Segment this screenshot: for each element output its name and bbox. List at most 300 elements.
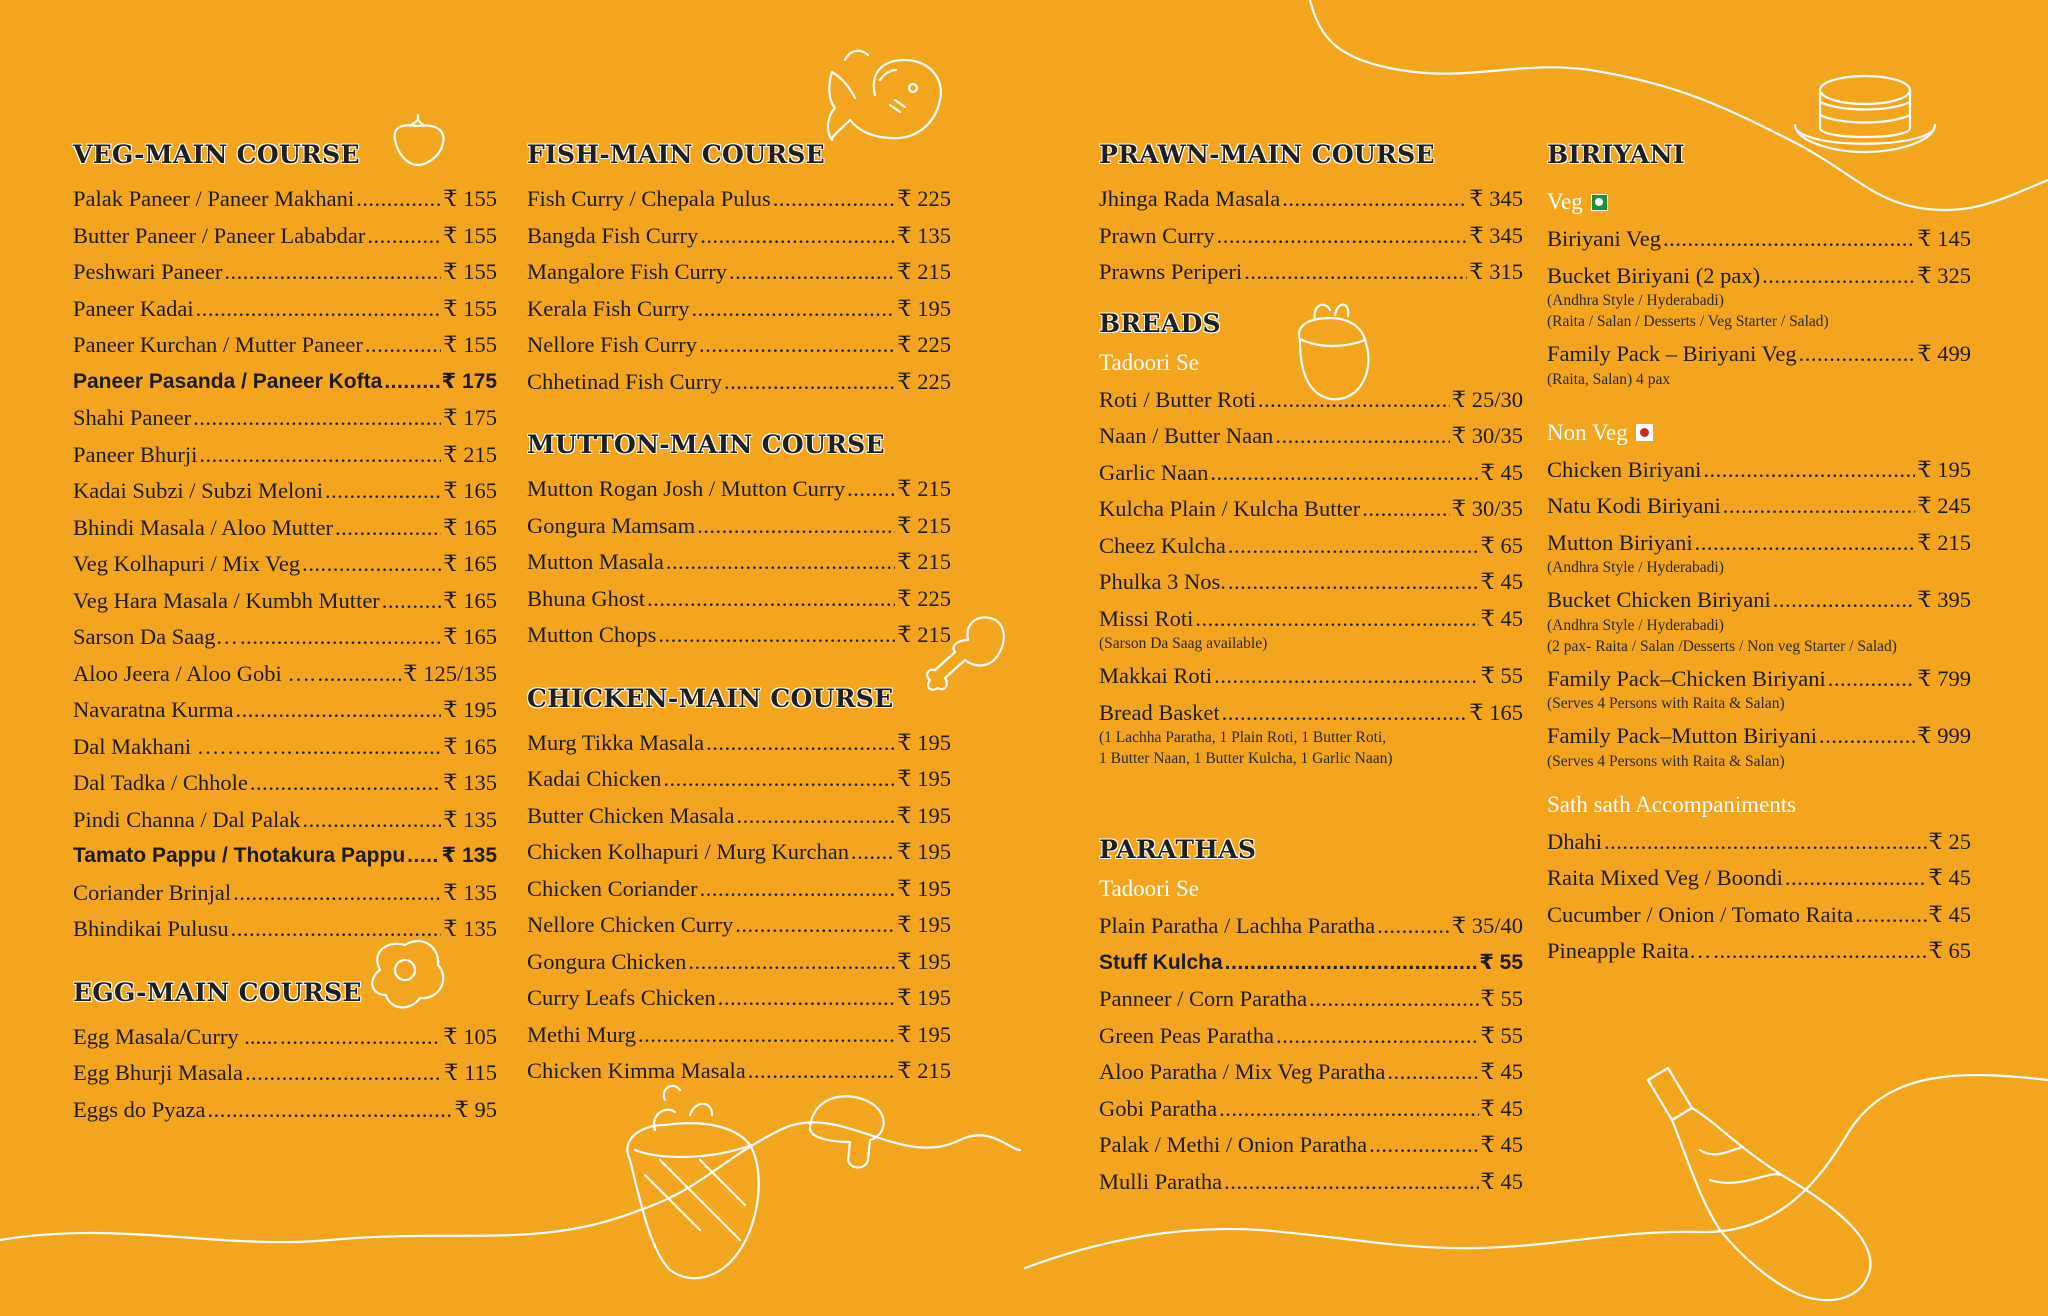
item-price: ₹ 45 xyxy=(1480,569,1523,594)
menu-item xyxy=(1547,336,1971,373)
dot-leader xyxy=(1309,981,1478,1018)
item-note: (Sarson Da Saag available) xyxy=(1099,635,1268,652)
veg-symbol-icon xyxy=(1591,194,1608,211)
item-price: ₹ 325 xyxy=(1917,262,1971,288)
dot-leader xyxy=(718,980,896,1017)
item-price: ₹ 30/35 xyxy=(1451,423,1523,448)
dot-leader xyxy=(1703,452,1915,489)
item-price: ₹ 345 xyxy=(1469,186,1523,211)
dot-leader xyxy=(302,802,441,839)
menu-item xyxy=(1099,455,1523,492)
dot-leader xyxy=(706,725,895,762)
menu-item xyxy=(73,254,497,291)
chicken-item-list xyxy=(527,725,951,1090)
item-name: Family Pack – Biriyani Veg xyxy=(1547,341,1797,366)
item-name: Raita Mixed Veg / Boondi xyxy=(1547,865,1783,890)
dot-leader xyxy=(1377,908,1450,945)
item-name: Kerala Fish Curry xyxy=(527,295,690,321)
item-price: ₹ 195 xyxy=(1917,456,1971,482)
item-price: ₹ 195 xyxy=(897,948,951,974)
item-name: Butter Chicken Masala xyxy=(527,802,735,828)
section-title-chicken: CHICKEN-MAIN COURSE xyxy=(527,683,894,713)
item-name: Bhindikai Pulusu xyxy=(73,916,229,941)
item-note: (Andhra Style / Hyderabadi) xyxy=(1547,292,1724,309)
menu-item xyxy=(73,765,497,802)
item-name: Mutton Chops xyxy=(527,622,657,647)
item-note: (Raita, Salan) 4 pax xyxy=(1547,370,1671,388)
dot-leader xyxy=(245,1055,442,1092)
column-fish-mutton-chicken xyxy=(527,140,951,1090)
item-note: (Andhra Style / Hyderabadi) xyxy=(1547,616,1724,634)
dot-leader xyxy=(1828,661,1916,698)
menu-item xyxy=(527,617,951,654)
item-note: 1 Butter Naan, 1 Butter Kulcha, 1 Garlic Naan) xyxy=(1099,750,1393,767)
item-price: ₹ 799 xyxy=(1917,665,1971,691)
dot-leader xyxy=(1275,418,1449,455)
dot-leader xyxy=(1222,695,1468,732)
menu-item xyxy=(527,980,951,1017)
dot-leader xyxy=(224,254,441,291)
item-price: ₹ 165 xyxy=(443,514,497,540)
dot-leader xyxy=(1695,525,1916,562)
item-name: Garlic Naan xyxy=(1099,459,1209,485)
dot-leader xyxy=(280,1019,441,1056)
item-price: ₹ 65 xyxy=(1480,532,1523,558)
item-name: Tamato Pappu / Thotakura Pappu xyxy=(73,844,406,867)
item-name: Chicken Kimma Masala xyxy=(527,1058,746,1083)
item-name: Bhuna Ghost xyxy=(527,585,646,611)
item-name: Chicken Biriyani xyxy=(1547,456,1702,482)
mushroom-icon xyxy=(810,1096,884,1167)
item-price: ₹ 215 xyxy=(897,622,951,647)
menu-item xyxy=(73,400,497,437)
item-name: Coriander Brinjal xyxy=(73,879,232,905)
item-price: ₹ 155 xyxy=(443,222,497,248)
item-name: Cheez Kulcha xyxy=(1099,532,1226,558)
item-name: Makkai Roti xyxy=(1099,663,1213,688)
item-name: Veg Hara Masala / Kumbh Mutter xyxy=(73,587,380,613)
item-price: ₹ 225 xyxy=(897,368,951,394)
item-name: Kadai Subzi / Subzi Meloni xyxy=(73,478,323,503)
item-name: Egg Bhurji Masala xyxy=(73,1060,243,1085)
item-name: Gobi Paratha xyxy=(1099,1095,1218,1121)
item-price: ₹ 225 xyxy=(897,186,951,211)
item-name: Cucumber / Onion / Tomato Raita xyxy=(1547,901,1854,927)
menu-item xyxy=(73,692,497,729)
menu-item xyxy=(1547,221,1971,258)
item-name: Mulli Paratha xyxy=(1099,1168,1223,1194)
item-price: ₹ 245 xyxy=(1917,493,1971,518)
dot-leader xyxy=(250,765,441,802)
item-price: ₹ 145 xyxy=(1917,226,1971,251)
section-title-breads: BREADS xyxy=(1099,308,1221,338)
menu-item xyxy=(527,834,951,871)
menu-item xyxy=(1547,897,1971,934)
item-name: Paneer Pasanda / Paneer Kofta xyxy=(73,369,383,393)
item-name: Aloo Jeera / Aloo Gobi …. xyxy=(73,660,316,686)
item-name: Murg Tikka Masala xyxy=(527,729,705,755)
dot-leader xyxy=(233,875,441,912)
item-name: Aloo Paratha / Mix Veg Paratha xyxy=(1099,1059,1386,1084)
menu-item xyxy=(527,291,951,328)
item-name: Butter Paneer / Paneer Lababdar xyxy=(73,222,366,248)
item-name: Prawn Curry xyxy=(1099,222,1215,248)
section-title-egg: EGG-MAIN COURSE xyxy=(73,977,362,1007)
item-name: Sarson Da Saag… xyxy=(73,624,238,649)
dot-leader xyxy=(335,510,441,547)
menu-item xyxy=(1547,824,1971,861)
item-price: ₹ 195 xyxy=(897,295,951,321)
item-price: ₹ 35/40 xyxy=(1451,913,1523,938)
dot-leader xyxy=(196,291,442,328)
fish-item-list xyxy=(527,181,951,400)
item-name: Mutton Biriyani xyxy=(1547,529,1693,555)
menu-item xyxy=(527,798,951,835)
item-name: Nellore Fish Curry xyxy=(527,332,697,357)
dot-leader xyxy=(1855,897,1926,934)
item-name: Mutton Rogan Josh / Mutton Curry xyxy=(527,476,846,501)
dot-leader xyxy=(666,544,895,581)
dot-leader xyxy=(1799,336,1916,373)
menu-item xyxy=(1099,601,1523,638)
item-name: Gongura Mamsam xyxy=(527,512,696,538)
menu-item xyxy=(1099,1054,1523,1091)
item-name: Bucket Biriyani (2 pax) xyxy=(1547,262,1761,288)
item-price: ₹ 135 xyxy=(897,222,951,248)
menu-item xyxy=(1099,658,1523,695)
dot-leader xyxy=(699,327,895,364)
dot-leader xyxy=(231,911,442,948)
dot-leader xyxy=(236,692,442,729)
item-name: Peshwari Paneer xyxy=(73,259,223,284)
dot-leader xyxy=(724,364,895,401)
item-price: ₹ 45 xyxy=(1480,459,1523,485)
item-price: ₹ 105 xyxy=(443,1023,497,1049)
nonveg-symbol-icon xyxy=(1636,424,1653,441)
menu-item xyxy=(73,218,497,255)
item-name: Chhetinad Fish Curry xyxy=(527,368,722,394)
item-name: Chicken Kolhapuri / Murg Kurchan xyxy=(527,839,850,864)
menu-item xyxy=(527,327,951,364)
dot-leader xyxy=(1713,933,1926,970)
dot-leader xyxy=(1785,860,1927,897)
dot-leader xyxy=(302,546,441,583)
item-price: ₹ 45 xyxy=(1480,1095,1523,1121)
dot-leader xyxy=(1762,258,1915,295)
item-price: ₹ 45 xyxy=(1928,901,1971,927)
dot-leader xyxy=(294,729,441,766)
menu-item xyxy=(1547,525,1971,562)
item-price: ₹ 135 xyxy=(443,916,497,941)
menu-item xyxy=(1099,945,1523,982)
item-price: ₹ 125/135 xyxy=(403,660,497,686)
item-name: Jhinga Rada Masala xyxy=(1099,186,1281,211)
fish-icon xyxy=(828,51,941,140)
section-title-prawn: PRAWN-MAIN COURSE xyxy=(1099,140,1435,169)
item-note: (Serves 4 Persons with Raita & Salan) xyxy=(1547,695,1785,712)
section-title-fish: FISH-MAIN COURSE xyxy=(527,140,825,169)
item-price: ₹ 175 xyxy=(443,405,497,430)
item-name: Family Pack–Chicken Biriyani xyxy=(1547,665,1826,691)
dot-leader xyxy=(1362,491,1450,528)
dot-leader xyxy=(1604,824,1927,861)
dot-leader xyxy=(1369,1127,1478,1164)
menu-item xyxy=(527,254,951,291)
menu-item xyxy=(73,291,497,328)
bottle-icon xyxy=(1648,1068,1870,1300)
menu-item xyxy=(1099,418,1523,455)
veg-label-text: Veg xyxy=(1547,189,1583,214)
menu-item xyxy=(73,875,497,912)
dot-leader xyxy=(1224,1164,1478,1201)
dot-leader xyxy=(748,1053,896,1090)
dot-leader xyxy=(1219,1091,1478,1128)
menu-item xyxy=(527,1053,951,1090)
item-name: Mangalore Fish Curry xyxy=(527,259,727,284)
item-name: Naan / Butter Naan xyxy=(1099,423,1274,448)
egg-item-list xyxy=(73,1019,497,1129)
dot-leader xyxy=(1195,601,1478,638)
item-price: ₹ 195 xyxy=(897,1021,951,1047)
menu-item xyxy=(73,1092,497,1129)
dot-leader xyxy=(325,473,441,510)
dot-leader xyxy=(691,291,895,328)
menu-item xyxy=(1099,1127,1523,1164)
item-name: Bucket Chicken Biriyani xyxy=(1547,587,1771,612)
section-title-biriyani: BIRIYANI xyxy=(1547,140,1685,169)
item-name: Missi Roti xyxy=(1099,605,1194,631)
menu-item xyxy=(73,510,497,547)
item-price: ₹ 55 xyxy=(1480,663,1523,688)
item-price: ₹ 135 xyxy=(443,806,497,832)
item-name: Paneer Kurchan / Mutter Paneer xyxy=(73,332,363,357)
dot-leader xyxy=(736,798,895,835)
item-name: Gongura Chicken xyxy=(527,948,687,974)
dot-leader xyxy=(1214,658,1478,695)
dot-leader xyxy=(407,838,439,875)
item-price: ₹ 315 xyxy=(1469,259,1523,284)
item-price: ₹ 25 xyxy=(1928,828,1971,854)
menu-item xyxy=(1547,718,1971,755)
item-price: ₹ 215 xyxy=(897,259,951,284)
menu-item xyxy=(73,473,497,510)
menu-item xyxy=(527,581,951,618)
dot-leader xyxy=(773,181,896,218)
item-name: Stuff Kulcha xyxy=(1099,950,1223,974)
item-name: Bread Basket xyxy=(1099,699,1220,725)
accompaniments-label: Sath sath Accompaniments xyxy=(1547,791,1797,817)
item-price: ₹ 45 xyxy=(1928,865,1971,890)
menu-item xyxy=(1099,528,1523,565)
menu-item xyxy=(527,725,951,762)
item-price: ₹ 345 xyxy=(1469,222,1523,248)
menu-item xyxy=(1099,1164,1523,1201)
item-price: ₹ 45 xyxy=(1480,1168,1523,1194)
menu-item xyxy=(1099,695,1523,732)
prawn-item-list xyxy=(1099,181,1523,291)
item-name: Palak Paneer / Paneer Makhani xyxy=(73,186,355,211)
item-price: ₹ 135 xyxy=(441,844,497,867)
dot-leader xyxy=(851,834,895,871)
item-price: ₹ 165 xyxy=(443,587,497,613)
dot-leader xyxy=(317,656,401,693)
item-price: ₹ 45 xyxy=(1480,1132,1523,1157)
column-veg-egg xyxy=(73,140,497,1128)
menu-item xyxy=(1099,1091,1523,1128)
item-price: ₹ 135 xyxy=(443,770,497,795)
item-name: Fish Curry / Chepala Pulus xyxy=(527,186,771,211)
dot-leader xyxy=(735,907,895,944)
veg-item-list xyxy=(73,181,497,948)
item-name: Dhahi xyxy=(1547,828,1602,854)
menu-item xyxy=(1099,254,1523,291)
menu-item xyxy=(1547,661,1971,698)
item-price: ₹ 155 xyxy=(443,259,497,284)
item-note: (1 Lachha Paratha, 1 Plain Roti, 1 Butter Roti, xyxy=(1099,729,1387,746)
item-price: ₹ 175 xyxy=(441,369,497,393)
menu-item xyxy=(1099,218,1523,255)
item-price: ₹ 165 xyxy=(1469,699,1523,725)
item-price: ₹ 215 xyxy=(1917,529,1971,555)
dot-leader xyxy=(382,583,442,620)
item-price: ₹ 165 xyxy=(443,733,497,759)
menu-item xyxy=(73,729,497,766)
item-price: ₹ 165 xyxy=(443,478,497,503)
section-title-mutton: MUTTON-MAIN COURSE xyxy=(527,430,885,459)
item-name: Eggs do Pyaza xyxy=(73,1096,206,1122)
dot-leader xyxy=(1663,221,1915,258)
item-name: Paneer Kadai xyxy=(73,295,194,321)
item-price: ₹ 45 xyxy=(1480,605,1523,631)
item-note: (Serves 4 Persons with Raita & Salan) xyxy=(1547,752,1785,770)
item-price: ₹ 215 xyxy=(897,512,951,538)
menu-item xyxy=(73,838,497,875)
item-price: ₹ 115 xyxy=(444,1060,497,1085)
dot-leader xyxy=(365,327,441,364)
item-price: ₹ 55 xyxy=(1479,950,1523,974)
item-name: Biriyani Veg xyxy=(1547,226,1661,251)
dot-leader xyxy=(1819,718,1915,755)
item-price: ₹ 215 xyxy=(897,549,951,574)
item-name: Methi Murg xyxy=(527,1021,636,1047)
menu-item xyxy=(527,944,951,981)
menu-item xyxy=(73,546,497,583)
menu-item xyxy=(1547,582,1971,619)
item-price: ₹ 45 xyxy=(1480,1059,1523,1084)
item-price: ₹ 195 xyxy=(897,729,951,755)
item-name: Veg Kolhapuri / Mix Veg xyxy=(73,551,301,576)
item-price: ₹ 195 xyxy=(897,839,951,864)
menu-item xyxy=(1547,860,1971,897)
menu-item xyxy=(527,181,951,218)
item-price: ₹ 195 xyxy=(897,985,951,1010)
dot-leader xyxy=(356,181,441,218)
menu-item xyxy=(527,508,951,545)
menu-item xyxy=(73,911,497,948)
item-name: Family Pack–Mutton Biriyani xyxy=(1547,723,1817,748)
dot-leader xyxy=(847,471,895,508)
mutton-item-list xyxy=(527,471,951,654)
dot-leader xyxy=(1723,488,1916,525)
dot-leader xyxy=(1228,528,1479,565)
item-name: Roti / Butter Roti xyxy=(1099,386,1256,412)
menu-item xyxy=(73,1019,497,1056)
menu-item xyxy=(1547,452,1971,489)
item-price: ₹ 65 xyxy=(1928,938,1971,963)
dot-leader xyxy=(647,581,895,618)
item-price: ₹ 165 xyxy=(443,624,497,649)
item-name: Navaratna Kurma xyxy=(73,697,234,722)
menu-item xyxy=(1099,181,1523,218)
dot-leader xyxy=(1228,564,1479,601)
item-price: ₹ 195 xyxy=(897,766,951,791)
menu-item xyxy=(527,907,951,944)
item-price: ₹ 55 xyxy=(1480,986,1523,1011)
dot-leader xyxy=(384,364,439,401)
item-name: Pineapple Raita… xyxy=(1547,938,1712,963)
item-name: Panneer / Corn Paratha xyxy=(1099,986,1308,1011)
dot-leader xyxy=(697,508,895,545)
dot-leader xyxy=(1387,1054,1478,1091)
menu-item xyxy=(73,619,497,656)
menu-item xyxy=(73,1055,497,1092)
dot-leader xyxy=(1210,455,1478,492)
item-price: ₹ 215 xyxy=(443,441,497,467)
section-title-veg: VEG-MAIN COURSE xyxy=(73,140,360,169)
dot-leader xyxy=(240,619,441,656)
dot-leader xyxy=(688,944,895,981)
item-price: ₹ 195 xyxy=(443,697,497,722)
menu-item xyxy=(73,327,497,364)
menu-item xyxy=(527,761,951,798)
item-name: Nellore Chicken Curry xyxy=(527,912,734,937)
menu-item xyxy=(73,181,497,218)
item-price: ₹ 999 xyxy=(1917,723,1971,748)
dot-leader xyxy=(638,1017,895,1054)
item-price: ₹ 165 xyxy=(443,551,497,576)
item-note: (Andhra Style / Hyderabadi) xyxy=(1547,559,1724,576)
item-name: Phulka 3 Nos. xyxy=(1099,569,1226,594)
menu-item xyxy=(1547,488,1971,525)
breads-item-list xyxy=(1099,382,1523,770)
menu-item xyxy=(73,802,497,839)
item-name: Shahi Paneer xyxy=(73,405,192,430)
breads-subtitle: Tadoori Se xyxy=(1099,349,1199,375)
dot-leader xyxy=(700,218,895,255)
item-price: ₹ 135 xyxy=(443,879,497,905)
item-name: Curry Leafs Chicken xyxy=(527,985,716,1010)
parathas-item-list xyxy=(1099,908,1523,1200)
nonveg-label-text: Non Veg xyxy=(1547,419,1628,445)
item-price: ₹ 155 xyxy=(443,332,497,357)
menu-item xyxy=(1547,258,1971,295)
biriyani-nonveg-list xyxy=(1547,452,1971,772)
item-price: ₹ 395 xyxy=(1917,587,1971,612)
dot-leader xyxy=(367,218,441,255)
item-name: Prawns Periperi xyxy=(1099,259,1243,284)
item-name: Bangda Fish Curry xyxy=(527,222,699,248)
column-prawn-breads-parathas xyxy=(1099,140,1523,1200)
item-name: Palak / Methi / Onion Paratha xyxy=(1099,1132,1368,1157)
menu-item xyxy=(527,544,951,581)
menu-item xyxy=(73,583,497,620)
menu-item xyxy=(73,364,497,401)
item-price: ₹ 155 xyxy=(443,186,497,211)
item-name: Mutton Masala xyxy=(527,549,664,574)
menu-item xyxy=(73,656,497,693)
item-price: ₹ 195 xyxy=(897,802,951,828)
biriyani-veg-list xyxy=(1547,221,1971,390)
